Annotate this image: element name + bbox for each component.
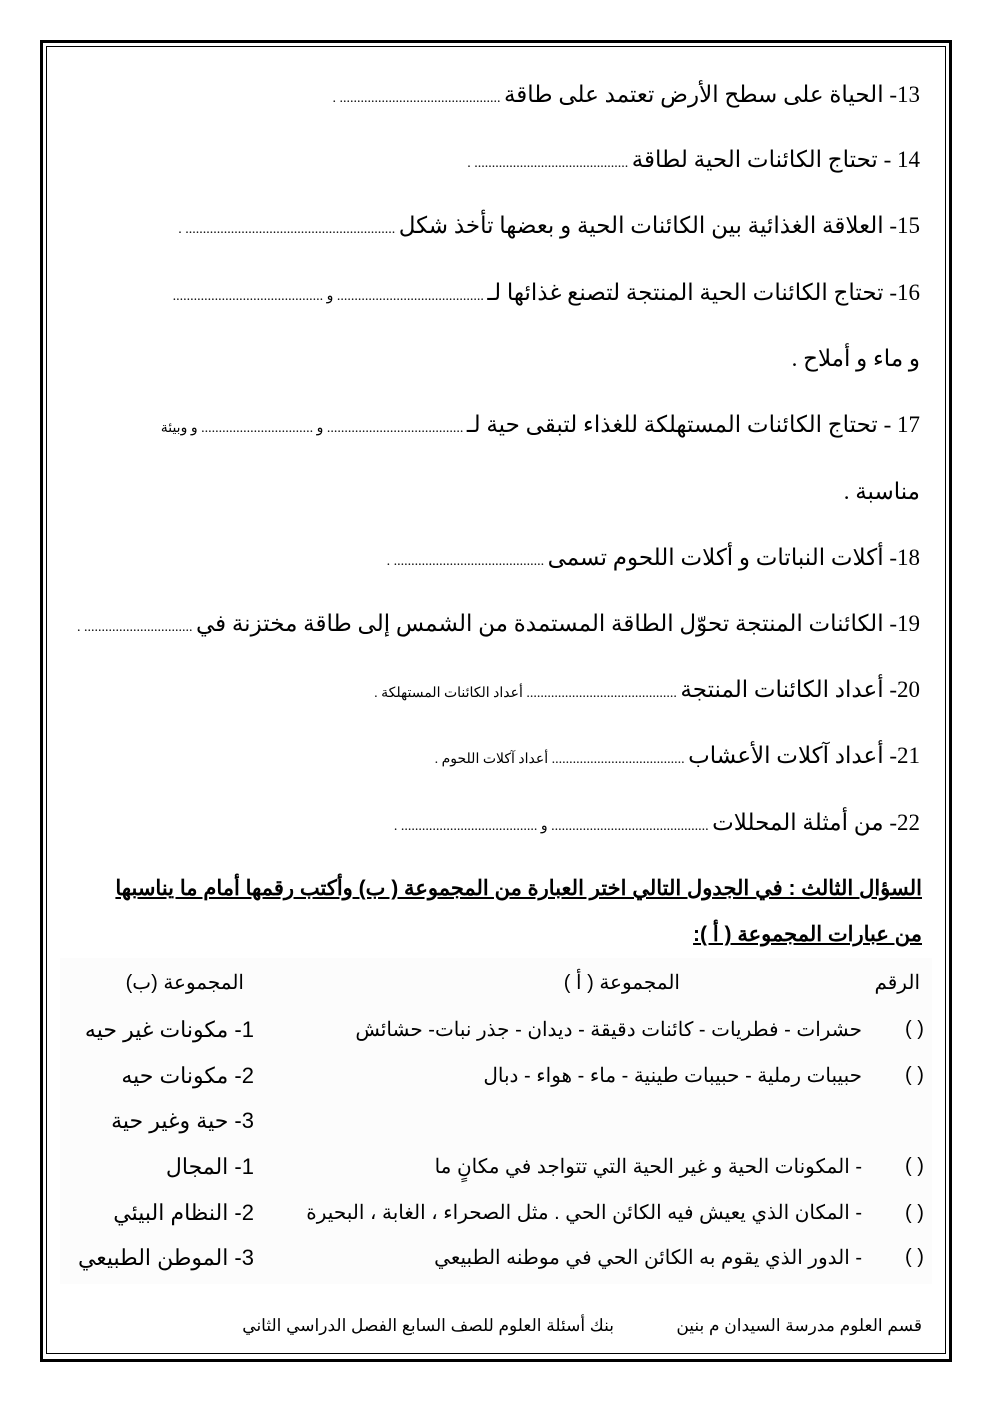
question-text: و ماء و أملاح . [791, 346, 920, 371]
question-15 [178, 211, 920, 245]
group-b-item: 3- حية وغير حية [111, 1108, 254, 1133]
group-b-item: 1- مكونات غير حيه [84, 1017, 254, 1042]
group-b-item: 3- الموطن الطبيعي [77, 1245, 254, 1270]
question-3-title: السؤال الثالث : في الجدول التالي اختر العبارة من المجموعة ( ب) وأكتب رقمها أمام ما يناسبها [115, 877, 922, 900]
answer-blank[interactable]: ....................................... و ................................ و وبيئة [160, 421, 467, 436]
header-group-a: المجموعة ( أ ) [563, 972, 680, 994]
group-b-item: 1- المجال [165, 1154, 254, 1179]
group-b-item: 2- النظام البيئي [113, 1200, 254, 1225]
group-a-item: حبيبات رملية - حبيبات طينية - ماء - هواء - دبال [483, 1065, 862, 1087]
answer-blank[interactable]: ............................................. و ....................................... . [393, 819, 713, 834]
question-17-continued [844, 477, 920, 507]
group-b-item: 2- مكونات حيه [121, 1063, 254, 1088]
question-14 [467, 145, 920, 179]
header-group-b: المجموعة (ب) [125, 972, 244, 994]
group-a-item: - المكان الذي يعيش فيه الكائن الحي . مثل الصحراء ، الغابة ، البحيرة [306, 1202, 862, 1224]
answer-blank[interactable]: ........................................... أعداد الكائنات المستهلكة . [374, 686, 681, 701]
group-a-item: - المكونات الحية و غير الحية التي تتواجد في مكانٍ ما [434, 1156, 862, 1178]
answer-blank[interactable]: .............................................. . [332, 91, 504, 106]
question-text: 14 - تحتاج الكائنات الحية لطاقة [631, 147, 920, 172]
answer-box[interactable]: ( ) [905, 1246, 924, 1268]
question-21 [435, 741, 920, 775]
question-3-title-continued: من عبارات المجموعة ( أ ): [693, 923, 922, 946]
answer-blank[interactable]: ...................................... أعداد آكلات اللحوم . [434, 752, 689, 767]
header-number: الرقم [874, 972, 920, 994]
question-text: مناسبة . [843, 479, 920, 504]
question-text: 20- أعداد الكائنات المنتجة [680, 677, 920, 702]
question-17 [161, 410, 920, 444]
question-text: 18- أكلات النباتات و أكلات اللحوم تسمى [547, 545, 920, 570]
question-22 [394, 808, 920, 842]
answer-blank[interactable]: ............................................................ . [178, 222, 399, 237]
answer-box[interactable]: ( ) [905, 1018, 924, 1040]
answer-box[interactable]: ( ) [905, 1155, 924, 1177]
question-16-continued [792, 344, 920, 374]
question-text: 22- من أمثلة المحللات [712, 810, 920, 835]
question-text: 15- العلاقة الغذائية بين الكائنات الحية و بعضها تأخذ شكل [398, 213, 920, 238]
question-20 [374, 675, 920, 709]
answer-blank[interactable]: .......................................... و ........................................... [172, 289, 488, 304]
question-13 [332, 80, 920, 114]
question-text: 13- الحياة على سطح الأرض تعتمد على طاقة [503, 82, 920, 107]
answer-box[interactable]: ( ) [905, 1202, 924, 1224]
group-a-item: حشرات - فطريات - كائنات دقيقة - ديدان - جذر نبات- حشائش [355, 1019, 862, 1041]
question-18 [387, 543, 920, 577]
question-19 [77, 609, 920, 643]
question-text: 19- الكائنات المنتجة تحوّل الطاقة المستمدة من الشمس إلى طاقة مختزنة في [195, 611, 920, 636]
answer-box[interactable]: ( ) [905, 1064, 924, 1086]
question-text: 16- تحتاج الكائنات الحية المنتجة لتصنع غذائها لـ [487, 280, 920, 305]
group-a-item: - الدور الذي يقوم به الكائن الحي في موطنه الطبيعي [434, 1247, 862, 1269]
question-text: 17 - تحتاج الكائنات المستهلكة للغذاء لتبقى حية لـ [466, 412, 920, 437]
question-16 [173, 278, 920, 312]
footer-title: بنك أسئلة العلوم للصف السابع الفصل الدراسي الثاني [242, 1316, 614, 1335]
answer-blank[interactable]: ............................... . [76, 620, 196, 635]
question-text: 21- أعداد آكلات الأعشاب [688, 743, 920, 768]
answer-blank[interactable]: ........................................... . [386, 554, 548, 569]
answer-blank[interactable]: ............................................ . [467, 156, 632, 171]
footer-department: قسم العلوم مدرسة السيدان م بنين [676, 1316, 922, 1335]
